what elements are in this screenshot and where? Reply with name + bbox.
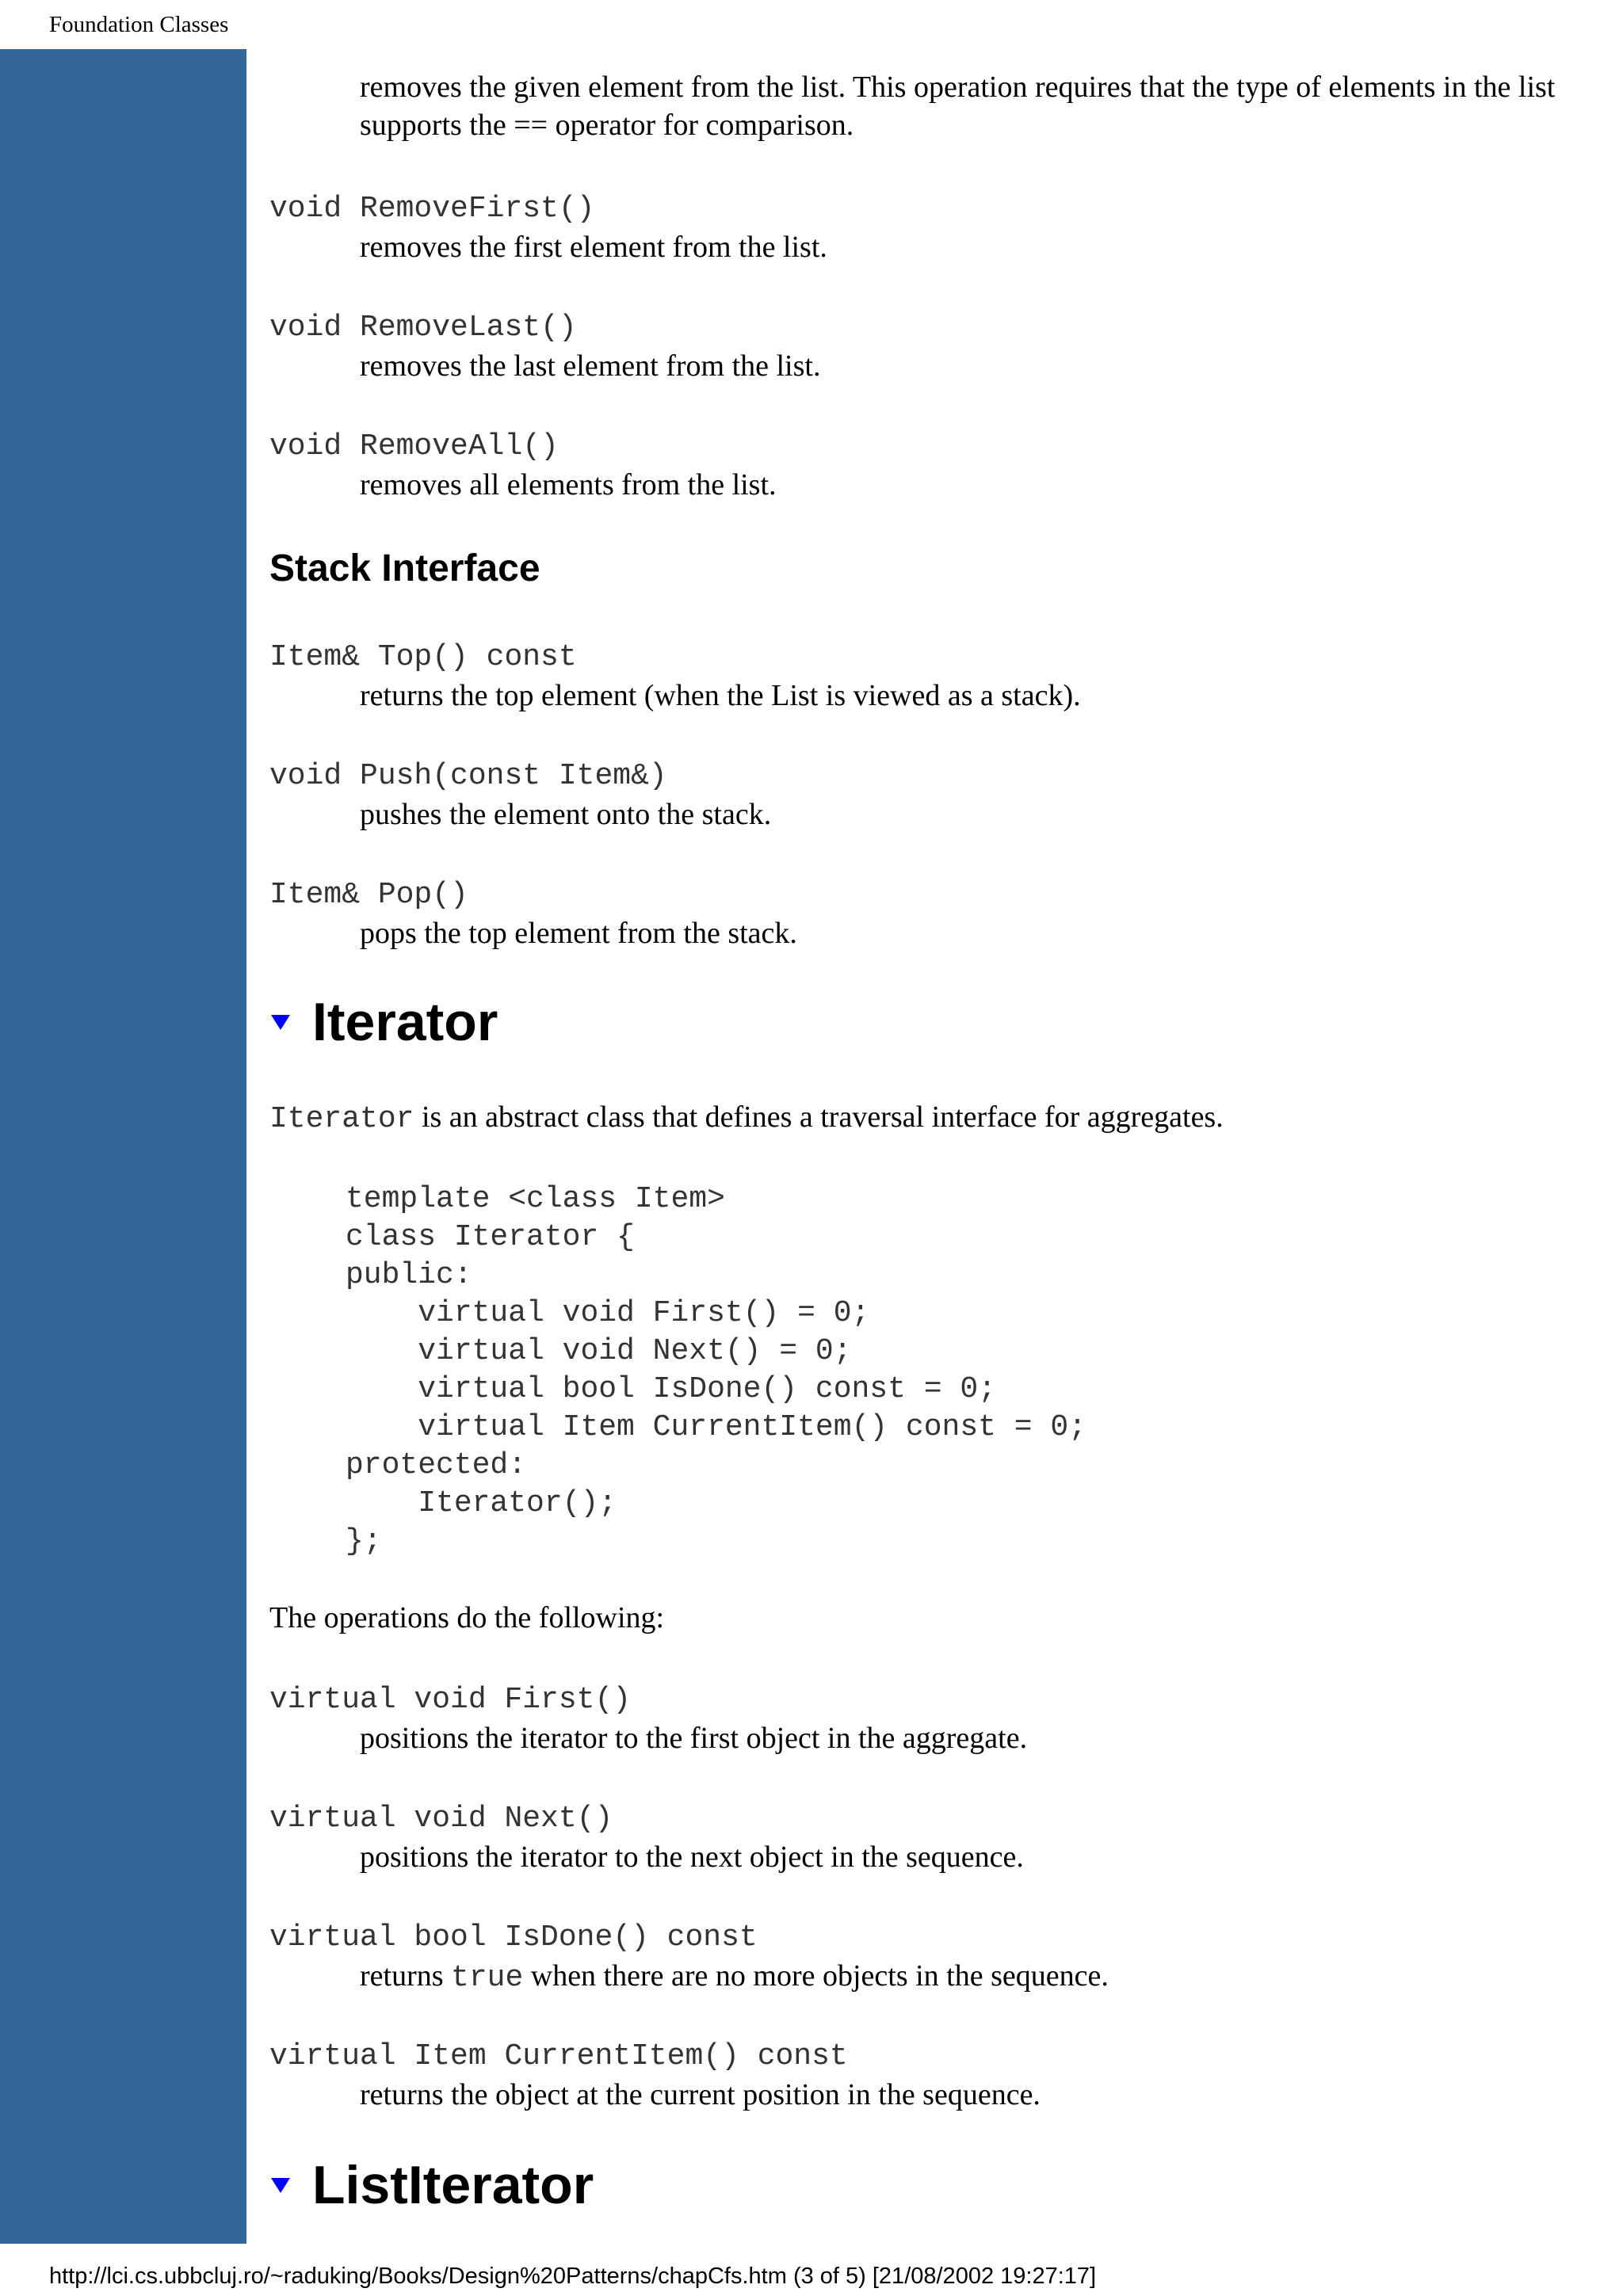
operations-intro: The operations do the following: [269,1601,665,1634]
signature-first: virtual void First() [269,1683,632,1717]
desc-remove-last: removes the last element from the list. [360,349,821,383]
desc-isdone-pre: returns [360,1959,452,1993]
iterator-class-code: template <class Item> class Iterator { public: virtual void First() = 0; virtual void Next() = 0; virtual bool IsDone() const = 0; virtual Item CurrentItem() const = 0; protected: Iterator(); }; [346,1182,1086,1558]
signature-next: virtual void Next() [269,1802,613,1836]
signature-currentitem: virtual Item CurrentItem() const [269,2039,848,2073]
heading-listiterator [269,2153,594,2217]
sidebar-bar [0,49,246,2244]
desc-first: positions the iterator to the first object in the aggregate. [360,1722,1028,1755]
iterator-intro-code: Iterator [269,1102,414,1136]
signature-pop: Item& Pop() [269,878,468,912]
desc-top: returns the top element (when the List is viewed as a stack). [360,679,1081,712]
iterator-intro-text: is an abstract class that defines a traversal interface for aggregates. [414,1100,1224,1134]
page-header-title: Foundation Classes [49,12,229,37]
signature-remove-first: void RemoveFirst() [269,192,595,226]
desc-remove-all: removes all elements from the list. [360,468,777,502]
desc-isdone [360,1957,1596,1997]
heading-stack-interface: Stack Interface [269,547,540,589]
signature-isdone: virtual bool IsDone() const [269,1920,758,1955]
desc-remove-first: removes the first element from the list. [360,231,827,264]
triangle-down-icon [269,1013,312,1032]
signature-remove-last: void RemoveLast() [269,311,577,345]
triangle-down-icon [269,2176,312,2195]
signature-remove-all: void RemoveAll() [269,429,559,463]
desc-push: pushes the element onto the stack. [360,798,772,831]
desc-isdone-code: true [451,1961,524,1995]
footer-source-url: http://lci.cs.ubbcluj.ro/~raduking/Books/Design%20Patterns/chapCfs.htm (3 of 5) [21/08/2002 19:27:17] [49,2264,1097,2289]
desc-pop: pops the top element from the stack. [360,917,797,950]
desc-currentitem: returns the object at the current position in the sequence. [360,2078,1041,2111]
signature-top: Item& Top() const [269,640,577,674]
heading-listiterator-label: ListIterator [312,2155,594,2215]
heading-iterator-label: Iterator [312,992,498,1052]
remove-desc-continuation: removes the given element from the list. This operation requires that the type of elements in the list supports the == operator for comparison. [360,71,1556,142]
signature-push: void Push(const Item&) [269,759,667,793]
heading-iterator [269,990,498,1054]
iterator-intro [269,1098,1601,1138]
desc-isdone-post: when there are no more objects in the sequence. [523,1959,1109,1993]
desc-next: positions the iterator to the next object in the sequence. [360,1840,1024,1874]
